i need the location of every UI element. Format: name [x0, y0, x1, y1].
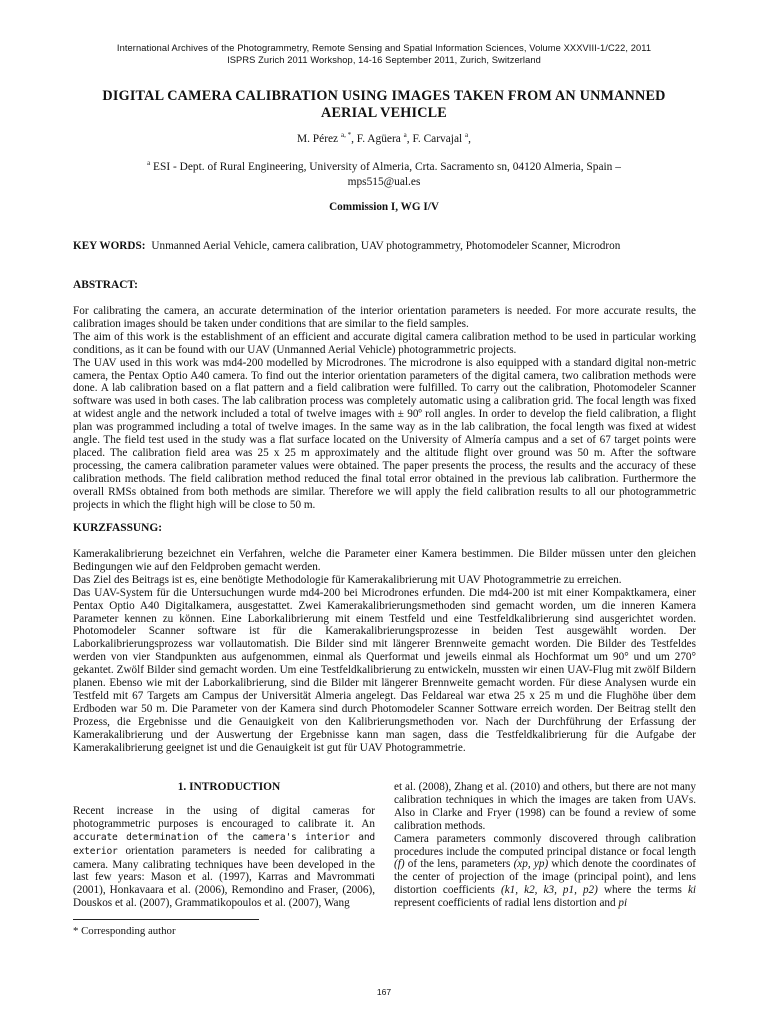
affiliation-superscript: a — [147, 159, 151, 167]
author-superscript: a, * — [340, 131, 352, 139]
keywords-label: KEY WORDS: — [73, 240, 146, 252]
author-email: mps515@ual.es — [347, 175, 421, 188]
author-superscript: a — [403, 131, 407, 139]
keywords-text: Unmanned Aerial Vehicle, camera calibration, UAV photogrammetry, Photomodeler Scanner, Microdron — [151, 240, 621, 252]
footnote-divider — [73, 919, 259, 920]
author-name: F. Carvajal — [412, 132, 463, 145]
commission-label: Commission I, WG I/V — [329, 201, 439, 213]
introduction-paragraph: Recent increase in the using of digital cameras for photogrammetric purposes is encouraged to calibrate it. An accurate determination of the camera's interior and exterior orientation parameters is needed for calibrating a camera. Many calibrating techniques have been developed in the last few years: Mason et al. (1997), Karras and Mavrommati (2001), Honkavaara et al. (2006), Remondino and Fraser, (2006), Douskos et al. (2007), Grammatikopoulos et al. (2007), Wang — [73, 804, 375, 910]
typeset-artifact-text: accurate determination of the camera's interior and exterior — [73, 831, 375, 857]
author-name: M. Pérez — [296, 132, 339, 145]
page-number: 167 — [376, 987, 392, 997]
kurzfassung-body — [73, 548, 696, 755]
journal-header-line-1: International Archives of the Photogrammetry, Remote Sensing and Spatial Information Sciences, Volume XXXVIII-1/C22, 2011 — [116, 43, 652, 53]
abstract-body — [73, 305, 696, 512]
right-column — [394, 781, 696, 910]
footnote: * Corresponding author — [73, 925, 176, 937]
introduction-heading: 1. INTRODUCTION — [177, 781, 281, 793]
affiliation-text: ESI - Dept. of Rural Engineering, University of Almeria, Crta. Sacramento sn, 04120 Almeria, Spain – — [153, 160, 621, 173]
affiliation — [80, 156, 688, 190]
keywords-line — [73, 240, 697, 252]
kurzfassung-heading: KURZFASSUNG: — [73, 522, 163, 534]
abstract-paragraph: The aim of this work is the establishment of an efficient and accurate digital camera calibration method to be used in particular working conditions, as it can be found with our UAV (Unmanned Aerial Vehicle) photogrammetric projects. — [73, 330, 696, 356]
kurzfassung-paragraph: Das UAV-System für die Untersuchungen wurde md4-200 bei Microdrones erfunden. Die md4-200 ist mit einer Kompaktkamera, einer Pentax Optio A40 Digitalkamera, ausgestattet. Zwei Kamerakalibrierungsmethoden sind gemacht worden, um die inneren Kamera Parameter kennen zu können. Eine Laborkalibrierung mit einem Testfeld und eine Testfeldkalibrierung sind ausgerichtet worden. Photomodeler Scanner software ist für die Kamerakalibrierungsprozesse in beiden Test ausgewählt worden. Der Laborkalibrierungsprozess war vollautomatish. Die Bilder sind mit längerer Brennweite gemacht worden. Die Bilder des Testfeldes werden von vier Standpunkten aus aufgenommen, einmal als Querformat und jeweils einmal als Hochformat um 90° und um 270° gekantet. Zwölf Bilder sind gemacht worden. Um eine Testfeldkalibrierung zu entwickeln, mussten wir einen UAV-Flug mit zwölf Bildern planen. Ebenso wie mit der Laborkalibrierung, sind die Bilder mit längerer Brennweite gemacht worden. Für diese Analysen wurde ein Testfeld mit 67 Targets am Campus der Universität Almeria angelegt. Das Feldareal war etwa 25 x 25 m und die Flughöhe über dem Erdboden war 50 m. Die Parameter von der Kamera sind durch Photomodeler Scanner Sottware erreich worden. Der Beitrag stellt den Prozess, die Ergebnisse und die Genauigkeit von den Kalibrierungsmethoden vor. Nach der Durchführung der Erfassung der Kamerakalibrierung und der Auswertung der Ergebnisse kann man sagen, dass die Testfeldkalibrierung für die Aufgabe der Kamerakalibrierung geeignet ist und die Genauigkeit ist gut für UAV Photogrammetrie. — [73, 586, 696, 754]
abstract-paragraph: For calibrating the camera, an accurate determination of the interior orientation parameters is needed. For more accurate results, the calibration images should be taken under conditions that are similar to the field samples. — [73, 305, 696, 330]
kurzfassung-paragraph: Das Ziel des Beitrags ist es, eine benötigte Methodologie für Kamerakalibrierung mit UAV Photogrammetrie zu erreichen. — [73, 573, 622, 586]
paper-title-line-1: DIGITAL CAMERA CALIBRATION USING IMAGES TAKEN FROM AN UNMANNED — [102, 88, 666, 104]
introduction-paragraph: Camera parameters commonly discovered through calibration procedures include the computed principal distance or focal length (f) of the lens, parameters (xp, yp) which denote the coordinates of the center of projection of the image (principal point), and lens distortion coefficients (k1, k2, k3, p1, p2) where the terms ki represent coefficients of radial lens distortion and pi — [394, 832, 697, 910]
author-list: M. Pérez $^{a, *}$, F. Agüera $^a$, F. Carvajal $^a$, — [296, 131, 471, 145]
abstract-paragraph: The UAV used in this work was md4-200 modelled by Microdrones. The microdrone is also equipped with a standard digital non-metric camera, the Pentax Optio A40 camera. To find out the interior orientation parameters of the digital camera, two calibration methods were done. A lab calibration based on a flat pattern and a field calibration were fulfilled. To carry out the calibration, Photomodeler Scanner software was used in both cases. The lab calibration process was completely automatic using a calibration grid. The focal length was fixed at widest angle and the network included a total of twelve images with ± 90º roll angles. In order to develop the field calibration, a flight plan was programmed including a total of twelve images. In the same way as in the lab calibration, the focal length was fixed at widest angle. The field test used in the study was a flat surface located on the University of Almería campus and a set of 67 target points were placed. The calibration field area was 25 x 25 m approximately and the altitude flight over ground was 50 m. After the software processing, the camera calibration parameter values were obtained. The paper presents the process, the results and the accuracy of these calibration methods. The field calibration method reduced the final total error obtained in the previous lab calibration. Furthermore the overall RMSs obtained from both methods are similar. Therefore we will apply the field calibration results to all our photogrammetric projects in which the flight high will be close to 50 m. — [73, 356, 696, 511]
paper-title-line-2: AERIAL VEHICLE — [321, 105, 447, 121]
left-column — [73, 781, 375, 910]
kurzfassung-paragraph: Kamerakalibrierung bezeichnet ein Verfahren, welche die Parameter einer Kamera bestimmen. Die Bilder müssen unter den gleichen Bedingungen wie auf den Feldproben gemacht werden. — [73, 548, 696, 573]
author-name: F. Agüera — [356, 132, 401, 145]
author-superscript: a — [465, 131, 469, 139]
abstract-heading: ABSTRACT: — [73, 279, 138, 291]
journal-header-line-2: ISPRS Zurich 2011 Workshop, 14-16 September 2011, Zurich, Switzerland — [227, 55, 541, 65]
introduction-paragraph: et al. (2008), Zhang et al. (2010) and others, but there are not many calibration techniques in which the images are taken from UAVs. Also in Clarke and Fryer (1998) can be found a review of some calibration methods. — [394, 781, 696, 832]
